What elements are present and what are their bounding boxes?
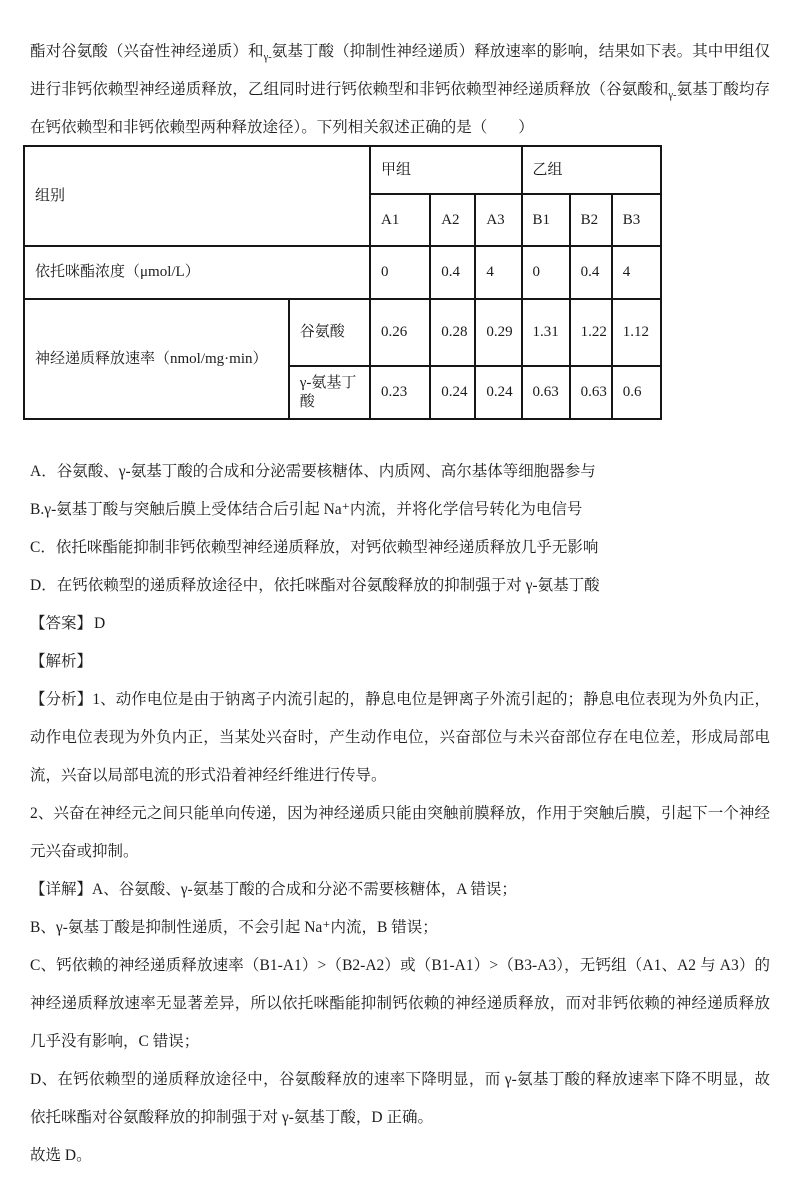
gaba-value: 0.63	[570, 366, 612, 419]
gaba-value: 0.24	[430, 366, 475, 419]
glutamate-value: 1.31	[522, 299, 570, 366]
answer-line	[30, 605, 770, 643]
analysis-section-label: 【解析】	[30, 653, 93, 670]
option-a: A．谷氨酸、γ-氨基丁酸的合成和分泌需要核糖体、内质网、高尔基体等细胞器参与	[30, 463, 596, 480]
glutamate-value: 1.22	[570, 299, 612, 366]
glutamate-label-cell: 谷氨酸	[289, 299, 370, 366]
concentration-value: 0	[522, 246, 570, 299]
sub-header-b3: B3	[612, 194, 661, 246]
sub-header-a3: A3	[475, 194, 521, 246]
sub-header-a2: A2	[430, 194, 475, 246]
group-header-jia: 甲组	[370, 146, 521, 194]
table-row-group-headers	[24, 146, 661, 194]
answer-value: D	[94, 615, 106, 632]
table-row-glutamate	[24, 299, 661, 366]
group-header-yi: 乙组	[522, 146, 662, 194]
concentration-value: 4	[475, 246, 521, 299]
glutamate-value: 0.26	[370, 299, 430, 366]
intro-text-2: 氨基丁酸（抑制性神经递质）释放速率的影响，结果如下表。其中甲组仅进行非钙依赖型神经递质释放，乙组同时进行钙依赖型和非钙依赖型神经递质释放（谷氨酸和	[30, 43, 770, 98]
detail-option-b: B、γ-氨基丁酸是抑制性递质，不会引起 Na⁺内流，B 错误；	[30, 919, 438, 936]
option-d: D．在钙依赖型的递质释放途径中，依托咪酯对谷氨酸释放的抑制强于对 γ-氨基丁酸	[30, 577, 600, 594]
analysis-paragraph-1: 【分析】1、动作电位是由于钠离子内流引起的，静息电位是钾离子外流引起的；静息电位表现为外负内正，动作电位表现为外负内正，当某处兴奋时，产生动作电位，兴奋部位与未兴奋部位存在电位差，形成局部电流，兴奋以局部电流的形式沿着神经纤维进行传导。	[30, 691, 770, 784]
detail-option-c: C、钙依赖的神经递质释放速率（B1-A1）>（B2-A2）或（B1-A1）>（B3-A3），无钙组（A1、A2 与 A3）的神经递质释放速率无显著差异，所以依托咪酯能抑制钙依赖的神经递质释放，而对非钙依赖的神经递质释放几乎没有影响，C 错误；	[30, 957, 770, 1050]
detail-option-a: 【详解】A、谷氨酸、γ-氨基丁酸的合成和分泌不需要核糖体，A 错误；	[30, 881, 517, 898]
glutamate-value: 0.29	[475, 299, 521, 366]
question-intro	[30, 33, 770, 147]
sub-header-a1: A1	[370, 194, 430, 246]
sub-header-b2: B2	[570, 194, 612, 246]
gaba-value: 0.6	[612, 366, 661, 419]
detail-option-d: D、在钙依赖型的递质释放途径中，谷氨酸释放的速率下降明显，而 γ-氨基丁酸的释放速率下降不明显，故依托咪酯对谷氨酸释放的抑制强于对 γ-氨基丁酸，D 正确。	[30, 1071, 770, 1126]
corner-cell-group-label: 组别	[24, 146, 370, 246]
sub-header-b1: B1	[522, 194, 570, 246]
answer-label: 【答案】	[30, 615, 93, 632]
results-table	[23, 145, 662, 420]
concentration-value: 0.4	[430, 246, 475, 299]
option-c: C．依托咪酯能抑制非钙依赖型神经递质释放，对钙依赖型神经递质释放几乎无影响	[30, 539, 599, 556]
options-list	[30, 453, 770, 605]
gaba-value: 0.63	[522, 366, 570, 419]
conclusion-line: 故选 D。	[30, 1147, 92, 1164]
concentration-label-cell: 依托咪酯浓度（μmol/L）	[24, 246, 370, 299]
release-rate-label-cell: 神经递质释放速率（nmol/mg·min）	[24, 299, 289, 419]
gamma-subscript: γ-	[668, 90, 677, 102]
concentration-value: 4	[612, 246, 661, 299]
gaba-label-cell: γ-氨基丁酸	[289, 366, 370, 419]
concentration-value: 0	[370, 246, 430, 299]
concentration-value: 0.4	[570, 246, 612, 299]
table-row-concentration	[24, 246, 661, 299]
analysis-paragraph-2: 2、兴奋在神经元之间只能单向传递，因为神经递质只能由突触前膜释放，作用于突触后膜，引起下一个神经元兴奋或抑制。	[30, 805, 770, 860]
gamma-subscript: γ-	[263, 52, 272, 64]
glutamate-value: 1.12	[612, 299, 661, 366]
glutamate-value: 0.28	[430, 299, 475, 366]
intro-text-3: 氨基丁酸均存在钙依赖型和非钙依赖型两种释放途径）。下列相关叙述正确的是（ ）	[30, 81, 770, 136]
gaba-value: 0.23	[370, 366, 430, 419]
intro-text-1: 酯对谷氨酸（兴奋性神经递质）和	[30, 43, 264, 60]
gaba-value: 0.24	[475, 366, 521, 419]
option-b: B.γ-氨基丁酸与突触后膜上受体结合后引起 Na⁺内流，并将化学信号转化为电信号	[30, 501, 583, 518]
